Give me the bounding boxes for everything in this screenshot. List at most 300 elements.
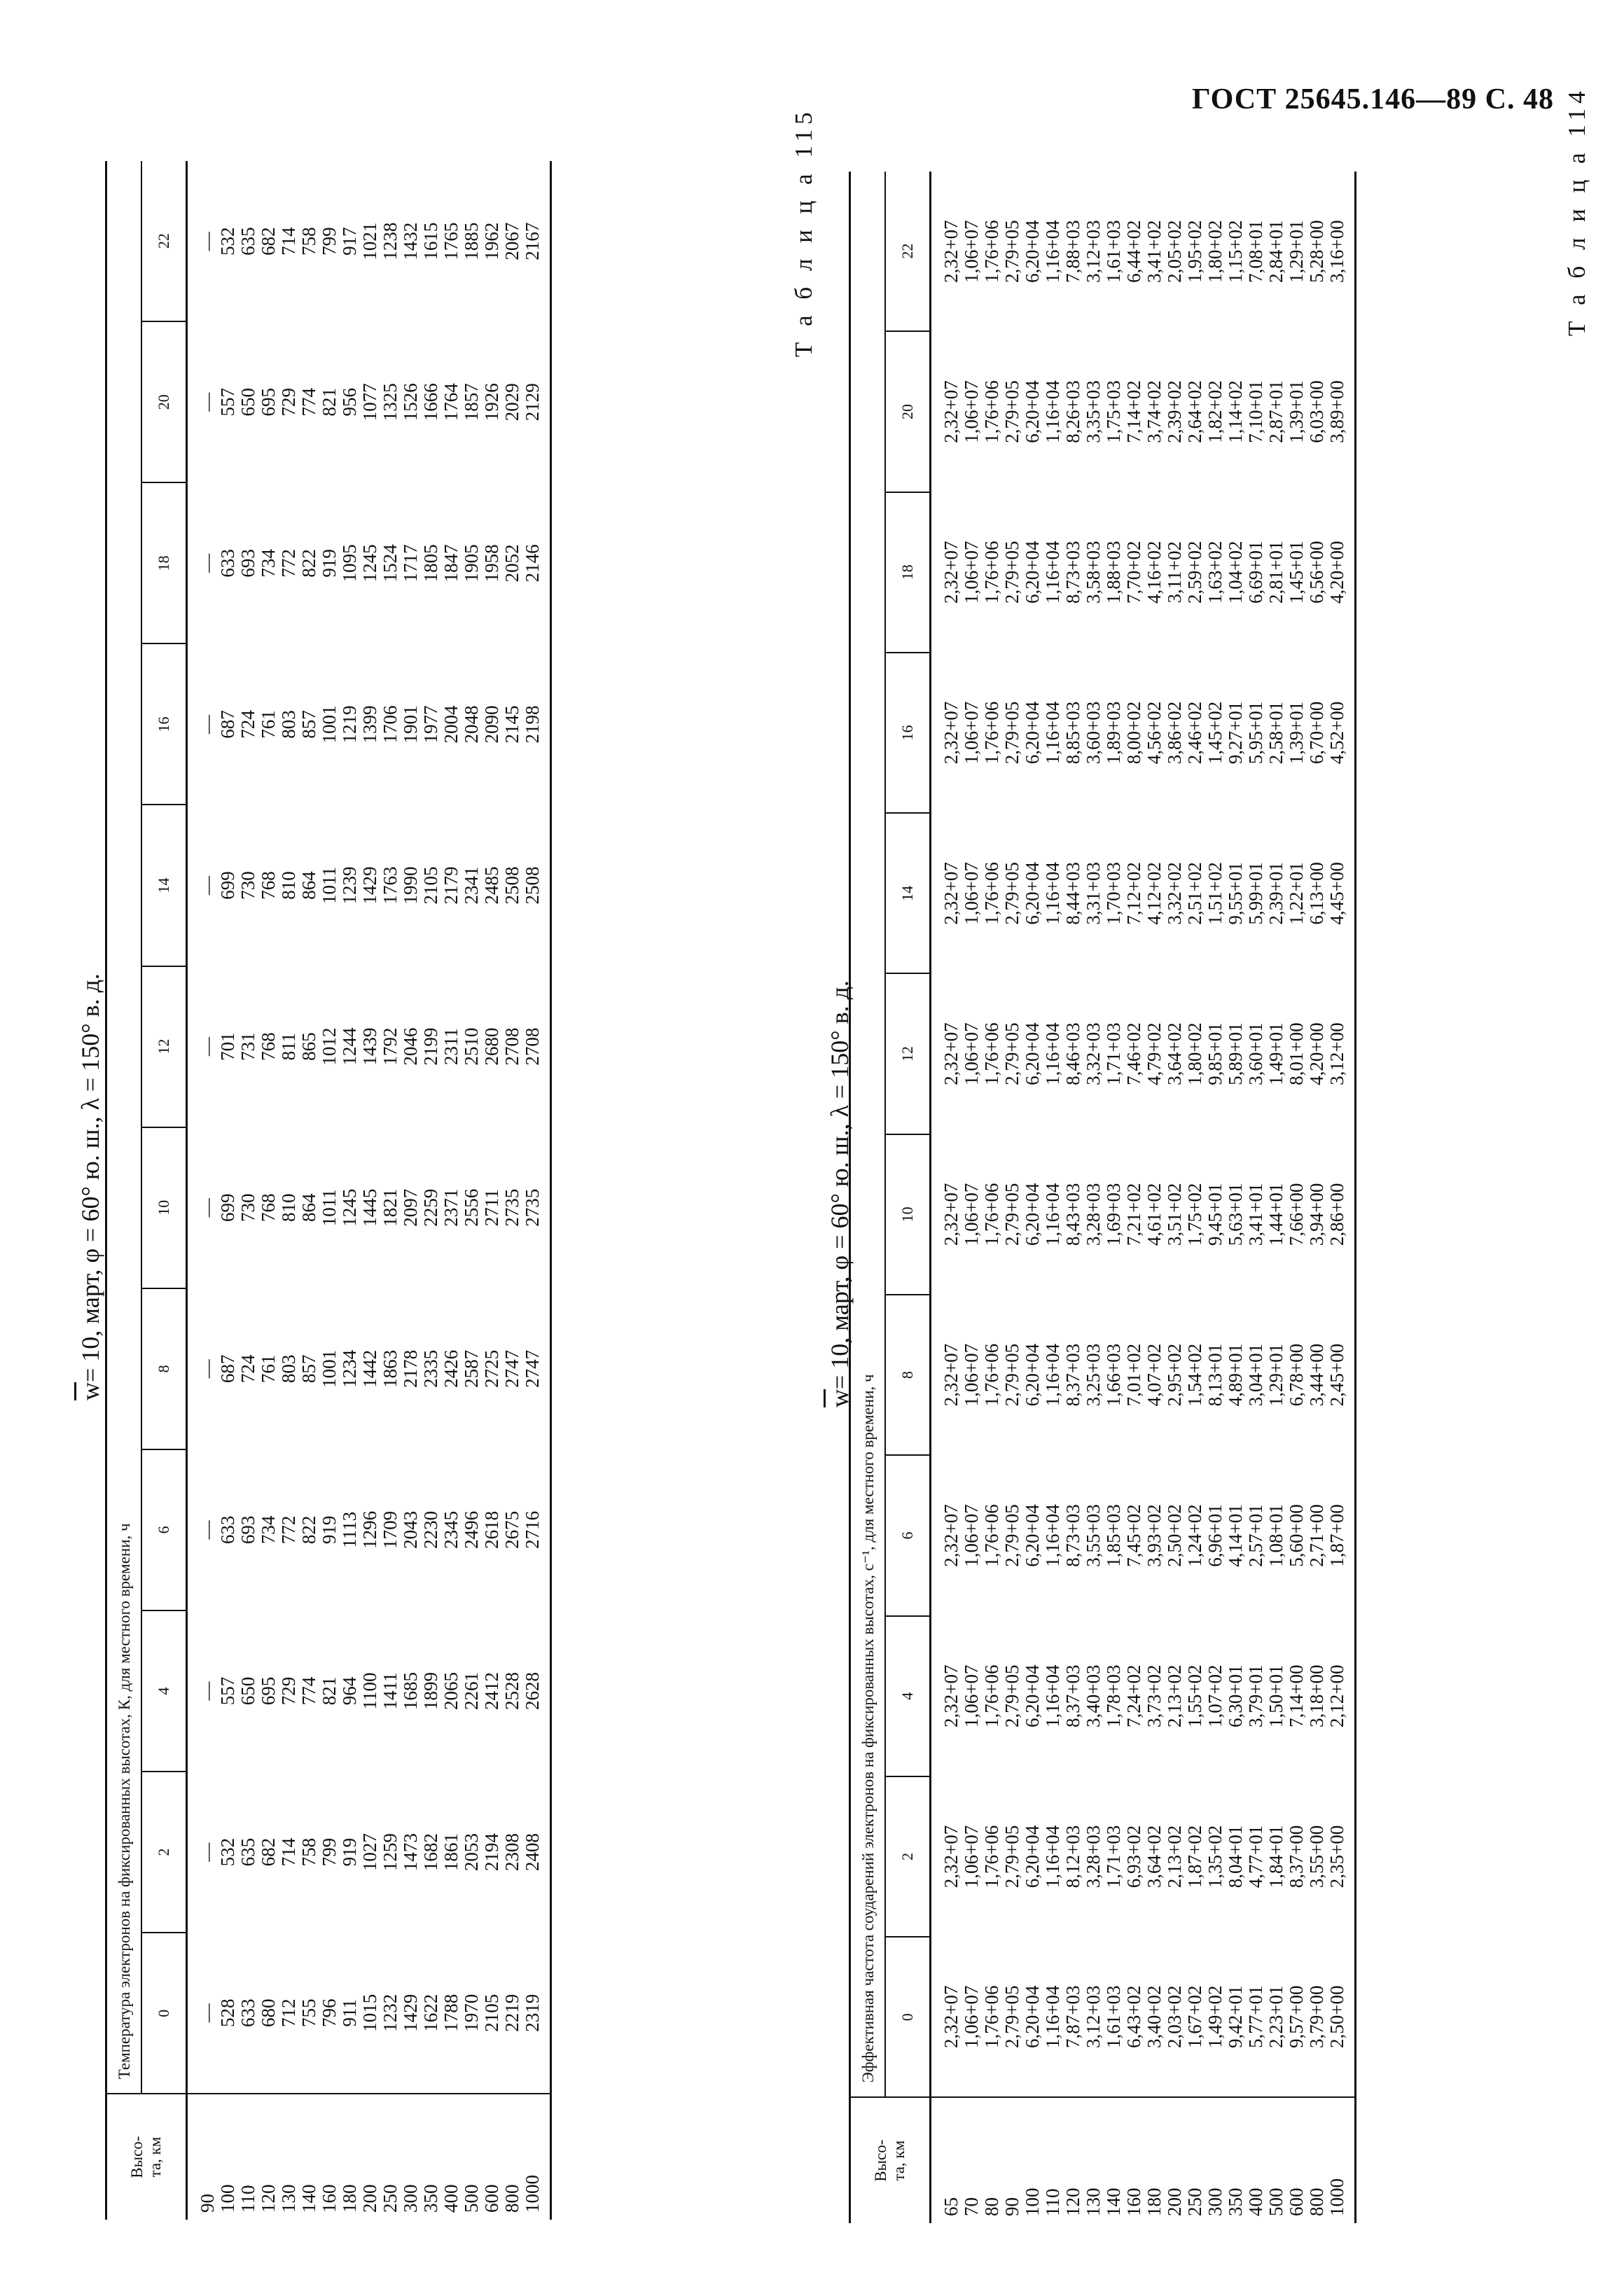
table-cell: 557 bbox=[217, 1676, 238, 1706]
table-cell: — bbox=[197, 714, 218, 734]
table-cell: 2618 bbox=[481, 1510, 502, 1549]
table-cell: 1970 bbox=[461, 1994, 482, 2032]
table-cell: 5,99+01 bbox=[1245, 862, 1266, 925]
table-cell: 2199 bbox=[420, 1027, 441, 1066]
table-cell: 557 bbox=[217, 388, 238, 417]
table-cell: 8,73+03 bbox=[1062, 1504, 1083, 1567]
table-cell: 1709 bbox=[380, 1510, 401, 1549]
table-cell: 2412 bbox=[481, 1672, 502, 1710]
table-cell: 919 bbox=[339, 1837, 360, 1867]
table-cell: 2,50+02 bbox=[1164, 1504, 1185, 1567]
table-cell: 3,89+00 bbox=[1326, 380, 1347, 443]
table-cell: 1,06+07 bbox=[961, 1183, 982, 1246]
altitude-value: 500 bbox=[1265, 2187, 1286, 2216]
table-cell: 6,20+04 bbox=[1022, 1343, 1043, 1407]
table-cell: 2198 bbox=[522, 705, 543, 744]
table-cell: 2319 bbox=[522, 1994, 543, 2032]
table-cell: 1473 bbox=[400, 1833, 421, 1872]
table-cell: 2,59+02 bbox=[1184, 541, 1205, 604]
table-cell: 1,75+03 bbox=[1103, 380, 1124, 443]
table-cell: 1,14+02 bbox=[1225, 380, 1246, 443]
table-cell: 865 bbox=[298, 1032, 319, 1061]
altitude-value: 110 bbox=[1042, 2188, 1063, 2216]
table-cell: 1682 bbox=[420, 1833, 441, 1872]
table-cell: 1706 bbox=[380, 705, 401, 744]
table-cell: 2,35+00 bbox=[1326, 1825, 1347, 1888]
table-cell: 2,87+01 bbox=[1265, 380, 1286, 443]
altitude-value: 1000 bbox=[1326, 2178, 1347, 2216]
table-cell: 4,56+02 bbox=[1144, 701, 1165, 765]
table-cell: — bbox=[197, 1359, 218, 1379]
table-cell: 1245 bbox=[339, 1188, 360, 1227]
table-cell: 4,20+00 bbox=[1306, 1022, 1327, 1085]
table-cell: 1232 bbox=[380, 1994, 401, 2032]
altitude-value: 350 bbox=[1225, 2187, 1246, 2216]
table-cell: 1015 bbox=[359, 1994, 380, 2032]
hour-header: 16 bbox=[141, 643, 187, 805]
altitude-value: 500 bbox=[461, 2184, 482, 2213]
table-cell: 5,89+01 bbox=[1225, 1022, 1246, 1085]
table-cell: 6,44+02 bbox=[1123, 220, 1144, 283]
table-cell: 3,60+03 bbox=[1083, 701, 1104, 765]
table115-grid bbox=[849, 172, 1356, 2223]
table-cell: 730 bbox=[237, 1193, 258, 1222]
table-cell: 682 bbox=[258, 227, 279, 256]
table-cell: 1095 bbox=[339, 544, 360, 583]
table-cell: 2048 bbox=[461, 705, 482, 744]
hour-header: 0 bbox=[885, 1937, 931, 2097]
altitude-column bbox=[931, 2097, 1356, 2223]
altitude-value: 800 bbox=[1306, 2187, 1327, 2216]
table-cell: 633 bbox=[217, 549, 238, 578]
table-cell: 2,32+07 bbox=[941, 1343, 962, 1407]
value-column bbox=[187, 966, 551, 1127]
table-cell: 2129 bbox=[522, 383, 543, 422]
table-cell: 768 bbox=[258, 871, 279, 900]
table-cell: 2,58+01 bbox=[1265, 701, 1286, 765]
table-cell: 864 bbox=[298, 1193, 319, 1222]
table-cell: 1905 bbox=[461, 544, 482, 583]
table-cell: 768 bbox=[258, 1032, 279, 1061]
altitude-value: 1000 bbox=[522, 2175, 543, 2213]
table-cell: 4,16+02 bbox=[1144, 541, 1165, 604]
value-column bbox=[931, 331, 1356, 492]
table-cell: 3,28+03 bbox=[1083, 1825, 1104, 1888]
table-cell: 7,87+03 bbox=[1062, 1985, 1083, 2049]
table-cell: 2167 bbox=[522, 222, 543, 260]
value-column bbox=[187, 1127, 551, 1288]
table-cell: 1,76+06 bbox=[981, 1504, 1002, 1567]
value-column bbox=[187, 1610, 551, 1772]
table-cell: 758 bbox=[298, 1837, 319, 1867]
table-cell: 1,45+01 bbox=[1286, 541, 1307, 604]
table-cell: 1861 bbox=[440, 1833, 461, 1872]
table-cell: 1,06+07 bbox=[961, 1504, 982, 1567]
table-cell: 8,04+01 bbox=[1225, 1825, 1246, 1888]
altitude-value: 160 bbox=[319, 2184, 340, 2213]
table-cell: 4,45+00 bbox=[1326, 862, 1347, 925]
table-cell: 2,57+01 bbox=[1245, 1504, 1266, 1567]
table-cell: 729 bbox=[278, 1676, 299, 1706]
table-cell: 1717 bbox=[400, 544, 421, 583]
table-cell: 1,16+04 bbox=[1042, 701, 1063, 765]
altitude-value: 65 bbox=[941, 2197, 962, 2216]
table-cell: 1259 bbox=[380, 1833, 401, 1872]
table-cell: — bbox=[197, 232, 218, 251]
table-cell: 6,43+02 bbox=[1123, 1985, 1144, 2049]
table-cell: 3,60+01 bbox=[1245, 1022, 1266, 1085]
table-cell: 2,64+02 bbox=[1184, 380, 1205, 443]
altitude-value: 100 bbox=[1022, 2187, 1043, 2216]
table-cell: — bbox=[197, 876, 218, 896]
table-cell: 3,40+03 bbox=[1083, 1664, 1104, 1727]
table-cell: 768 bbox=[258, 1193, 279, 1222]
table-cell: 1,88+03 bbox=[1103, 541, 1124, 604]
table-cell: 2,79+05 bbox=[1001, 862, 1022, 925]
table-cell: 2308 bbox=[501, 1833, 522, 1872]
altitude-value: 300 bbox=[1205, 2187, 1226, 2216]
table-cell: 2259 bbox=[420, 1188, 441, 1227]
altitude-value: 200 bbox=[1164, 2187, 1185, 2216]
hour-header: 10 bbox=[141, 1127, 187, 1288]
table-cell: 1,76+06 bbox=[981, 701, 1002, 765]
altitude-value: 400 bbox=[1245, 2187, 1266, 2216]
table-cell: 911 bbox=[339, 1998, 360, 2027]
table-cell: 2,79+05 bbox=[1001, 1985, 1022, 2049]
table-cell: 2735 bbox=[522, 1188, 543, 1227]
table-cell: 799 bbox=[319, 227, 340, 256]
table-cell: 1,49+02 bbox=[1205, 1985, 1226, 2049]
table-cell: 857 bbox=[298, 1354, 319, 1384]
table-cell: 6,20+04 bbox=[1022, 1985, 1043, 2049]
table-cell: 917 bbox=[339, 227, 360, 256]
value-column bbox=[187, 161, 551, 321]
table-cell: 1,50+01 bbox=[1265, 1664, 1286, 1727]
table-cell: 2,79+05 bbox=[1001, 220, 1022, 283]
hour-header: 18 bbox=[141, 482, 187, 643]
table-cell: 693 bbox=[237, 549, 258, 578]
table-cell: 7,66+00 bbox=[1286, 1183, 1307, 1246]
table-cell: 1,87+00 bbox=[1326, 1504, 1347, 1567]
table-cell: 1296 bbox=[359, 1510, 380, 1549]
table-cell: 6,93+02 bbox=[1123, 1825, 1144, 1888]
table-cell: 1234 bbox=[339, 1349, 360, 1388]
value-column bbox=[187, 321, 551, 482]
hour-header: 4 bbox=[885, 1616, 931, 1776]
altitude-header: Высо- та, км bbox=[871, 2139, 908, 2182]
table-cell: 1,16+04 bbox=[1042, 380, 1063, 443]
table-cell: 2508 bbox=[501, 866, 522, 905]
value-column bbox=[931, 1134, 1356, 1295]
table-cell: 799 bbox=[319, 1837, 340, 1867]
table-cell: 734 bbox=[258, 549, 279, 578]
hour-header: 10 bbox=[885, 1134, 931, 1295]
table-cell: 964 bbox=[339, 1676, 360, 1706]
table-cell: 8,13+01 bbox=[1205, 1343, 1226, 1407]
table-cell: 772 bbox=[278, 1515, 299, 1545]
table-cell: 9,85+01 bbox=[1205, 1022, 1226, 1085]
table-cell: 528 bbox=[217, 1998, 238, 2027]
hour-header: 22 bbox=[141, 161, 187, 321]
table-cell: 1,76+06 bbox=[981, 1022, 1002, 1085]
table-cell: 1901 bbox=[400, 705, 421, 744]
table-cell: 8,37+03 bbox=[1062, 1664, 1083, 1727]
table-cell: 2,32+07 bbox=[941, 541, 962, 604]
table-cell: 1,16+04 bbox=[1042, 1183, 1063, 1246]
table-cell: 1685 bbox=[400, 1672, 421, 1710]
table-cell: 1,76+06 bbox=[981, 1985, 1002, 2049]
hour-header: 6 bbox=[885, 1455, 931, 1615]
table-cell: 734 bbox=[258, 1515, 279, 1545]
table-cell: 7,46+02 bbox=[1123, 1022, 1144, 1085]
table-cell: 1666 bbox=[420, 383, 441, 422]
table-cell: 5,77+01 bbox=[1245, 1985, 1266, 2049]
table-cell: 1,16+04 bbox=[1042, 1825, 1063, 1888]
table-cell: 1,61+03 bbox=[1103, 1985, 1124, 2049]
table-cell: 7,10+01 bbox=[1245, 380, 1266, 443]
value-column bbox=[931, 1455, 1356, 1615]
table-cell: 1245 bbox=[359, 544, 380, 583]
hour-header: 18 bbox=[885, 492, 931, 653]
altitude-value: 200 bbox=[359, 2184, 380, 2213]
table-cell: 1,22+01 bbox=[1286, 862, 1307, 925]
table-cell: 1,16+04 bbox=[1042, 1504, 1063, 1567]
table-cell: 1001 bbox=[319, 705, 340, 744]
table-cell: 3,32+03 bbox=[1083, 1022, 1104, 1085]
table-cell: 1219 bbox=[339, 705, 360, 744]
table-cell: 1,66+03 bbox=[1103, 1343, 1124, 1407]
table-cell: 3,64+02 bbox=[1164, 1022, 1185, 1085]
table-cell: 1429 bbox=[359, 866, 380, 905]
altitude-value: 130 bbox=[278, 2184, 299, 2213]
table-cell: 3,16+00 bbox=[1326, 220, 1347, 283]
table-cell: 1,78+03 bbox=[1103, 1664, 1124, 1727]
table-cell: 1,76+06 bbox=[981, 220, 1002, 283]
table-cell: 2680 bbox=[481, 1027, 502, 1066]
table-cell: 1,76+06 bbox=[981, 1343, 1002, 1407]
table-cell: 2146 bbox=[522, 544, 543, 583]
table-cell: 3,44+00 bbox=[1306, 1343, 1327, 1407]
table-cell: 3,94+00 bbox=[1306, 1183, 1327, 1246]
altitude-value: 120 bbox=[1062, 2187, 1083, 2216]
table-cell: 5,60+00 bbox=[1286, 1504, 1307, 1567]
table-cell: 1325 bbox=[380, 383, 401, 422]
table-cell: 9,27+01 bbox=[1225, 701, 1246, 765]
table-cell: 3,55+03 bbox=[1083, 1504, 1104, 1567]
table-cell: 3,73+02 bbox=[1144, 1664, 1165, 1727]
table-cell: 8,85+03 bbox=[1062, 701, 1083, 765]
table-cell: 2,12+00 bbox=[1326, 1664, 1347, 1727]
value-column bbox=[931, 813, 1356, 973]
table-cell: 8,12+03 bbox=[1062, 1825, 1083, 1888]
table-cell: 2,05+02 bbox=[1164, 220, 1185, 283]
hour-header: 20 bbox=[885, 331, 931, 492]
table-cell: 821 bbox=[319, 1676, 340, 1706]
value-column bbox=[187, 805, 551, 966]
table-cell: 1,85+03 bbox=[1103, 1504, 1124, 1567]
table-cell: 774 bbox=[298, 388, 319, 417]
table-cell: 2,13+02 bbox=[1164, 1664, 1185, 1727]
table-cell: 2105 bbox=[420, 866, 441, 905]
table-cell: 1011 bbox=[319, 867, 340, 905]
table-cell: 2,39+02 bbox=[1164, 380, 1185, 443]
table-cell: 731 bbox=[237, 1032, 258, 1061]
table115 bbox=[849, 172, 1356, 2223]
table-cell: 7,70+02 bbox=[1123, 541, 1144, 604]
table-cell: 1,06+07 bbox=[961, 380, 982, 443]
altitude-value: 350 bbox=[420, 2184, 441, 2213]
table-cell: 2371 bbox=[440, 1188, 461, 1227]
table-cell: 7,24+02 bbox=[1123, 1664, 1144, 1727]
group-header: Эффективная частота соударений электронов на фиксированных высотах, с⁻¹, для местного времени, ч bbox=[850, 172, 886, 2097]
table114-title bbox=[76, 973, 105, 1400]
table-cell: 1,55+02 bbox=[1184, 1664, 1205, 1727]
table-cell: 1399 bbox=[359, 705, 380, 744]
table-cell: 772 bbox=[278, 549, 299, 578]
table-cell: 8,01+00 bbox=[1286, 1022, 1307, 1085]
table-cell: 796 bbox=[319, 1998, 340, 2027]
value-column bbox=[931, 973, 1356, 1134]
table-cell: 1,61+03 bbox=[1103, 220, 1124, 283]
hour-header: 20 bbox=[141, 321, 187, 482]
table-cell: 724 bbox=[237, 1354, 258, 1384]
table-cell: 6,78+00 bbox=[1286, 1343, 1307, 1407]
table-cell: 2261 bbox=[461, 1672, 482, 1710]
altitude-value: 800 bbox=[501, 2184, 522, 2213]
table-cell: 1442 bbox=[359, 1349, 380, 1388]
table-cell: 1244 bbox=[339, 1027, 360, 1066]
table-cell: 680 bbox=[258, 1998, 279, 2027]
table-cell: 2,79+05 bbox=[1001, 1343, 1022, 1407]
table-cell: 6,69+01 bbox=[1245, 541, 1266, 604]
table-cell: 3,41+01 bbox=[1245, 1183, 1266, 1246]
table-cell: 6,20+04 bbox=[1022, 380, 1043, 443]
table-cell: 4,77+01 bbox=[1245, 1825, 1266, 1888]
table-cell: 1,06+07 bbox=[961, 1022, 982, 1085]
table-cell: 6,70+00 bbox=[1306, 701, 1327, 765]
table115-title-rest: = 10, март, φ = 60° ю. ш., λ = 150° в. д. bbox=[826, 980, 854, 1389]
table-cell: 5,28+00 bbox=[1306, 220, 1327, 283]
table-cell: 2,32+07 bbox=[941, 380, 962, 443]
table-cell: 6,96+01 bbox=[1205, 1504, 1226, 1567]
table-cell: 1,29+01 bbox=[1265, 1343, 1286, 1407]
table-cell: 1411 bbox=[380, 1672, 401, 1710]
table-cell: 1,07+02 bbox=[1205, 1664, 1226, 1727]
table-cell: 532 bbox=[217, 227, 238, 256]
table-cell: 2747 bbox=[501, 1349, 522, 1388]
table-cell: 1,06+07 bbox=[961, 220, 982, 283]
altitude-value: 120 bbox=[258, 2184, 279, 2213]
table-cell: 8,44+03 bbox=[1062, 862, 1083, 925]
table-cell: — bbox=[197, 553, 218, 573]
table-cell: 3,11+02 bbox=[1164, 541, 1185, 604]
table-cell: 635 bbox=[237, 227, 258, 256]
table-cell: 919 bbox=[319, 549, 340, 578]
table-cell: 810 bbox=[278, 1193, 299, 1222]
table-cell: 2485 bbox=[481, 866, 502, 905]
table-cell: 2046 bbox=[400, 1027, 421, 1066]
table-cell: 2725 bbox=[481, 1349, 502, 1388]
altitude-value: 100 bbox=[217, 2184, 238, 2213]
table114-grid bbox=[105, 161, 552, 2220]
table-cell: 822 bbox=[298, 1515, 319, 1545]
table-cell: 7,14+00 bbox=[1286, 1664, 1307, 1727]
table-cell: 2,32+07 bbox=[941, 1504, 962, 1567]
altitude-value: 140 bbox=[298, 2184, 319, 2213]
table-cell: 1012 bbox=[319, 1027, 340, 1066]
table-cell: 1,29+01 bbox=[1286, 220, 1307, 283]
table-cell: 3,32+02 bbox=[1164, 862, 1185, 925]
table-cell: 1,76+06 bbox=[981, 1825, 1002, 1888]
table-cell: 1,75+02 bbox=[1184, 1183, 1205, 1246]
table-cell: 3,55+00 bbox=[1306, 1825, 1327, 1888]
table114-title-rest: = 10, март, φ = 60° ю. ш., λ = 150° в. д. bbox=[76, 973, 104, 1382]
hour-header: 6 bbox=[141, 1449, 187, 1610]
table-cell: 2,32+07 bbox=[941, 1825, 962, 1888]
table-cell: 755 bbox=[298, 1998, 319, 2027]
table-cell: 6,20+04 bbox=[1022, 220, 1043, 283]
table-cell: 8,37+00 bbox=[1286, 1825, 1307, 1888]
table-cell: 1,71+03 bbox=[1103, 1825, 1124, 1888]
table-cell: 1,71+03 bbox=[1103, 1022, 1124, 1085]
table-cell: 714 bbox=[278, 1837, 299, 1867]
table-cell: 919 bbox=[319, 1515, 340, 1545]
table-cell: 1622 bbox=[420, 1994, 441, 2032]
table-cell: 1,06+07 bbox=[961, 1825, 982, 1888]
table-cell: 2,79+05 bbox=[1001, 701, 1022, 765]
table-cell: 4,12+02 bbox=[1144, 862, 1165, 925]
table-cell: 9,57+00 bbox=[1286, 1985, 1307, 2049]
table-cell: 2067 bbox=[501, 222, 522, 260]
table-cell: 2735 bbox=[501, 1188, 522, 1227]
table-cell: 3,12+03 bbox=[1083, 220, 1104, 283]
page-header: ГОСТ 25645.146—89 С. 48 bbox=[1191, 83, 1554, 116]
value-column bbox=[187, 1449, 551, 1610]
table-cell: 3,04+01 bbox=[1245, 1343, 1266, 1407]
table-cell: 2708 bbox=[522, 1027, 543, 1066]
table-cell: 2,32+07 bbox=[941, 1022, 962, 1085]
table-cell: 701 bbox=[217, 1032, 238, 1061]
table-cell: 2341 bbox=[461, 866, 482, 905]
table-cell: 1,67+02 bbox=[1184, 1985, 1205, 2049]
table-cell: 811 bbox=[278, 1032, 299, 1061]
table-cell: 1,08+01 bbox=[1265, 1504, 1286, 1567]
table-cell: 1,87+02 bbox=[1184, 1825, 1205, 1888]
table-cell: 822 bbox=[298, 549, 319, 578]
table-cell: 730 bbox=[237, 871, 258, 900]
table-cell: 1,16+04 bbox=[1042, 1343, 1063, 1407]
table-cell: 693 bbox=[237, 1515, 258, 1545]
table-cell: 857 bbox=[298, 710, 319, 739]
table-cell: 1,76+06 bbox=[981, 1664, 1002, 1727]
table-cell: 810 bbox=[278, 871, 299, 900]
table-cell: 1,45+02 bbox=[1205, 701, 1226, 765]
table-cell: 9,45+01 bbox=[1205, 1183, 1226, 1246]
table-cell: 3,28+03 bbox=[1083, 1183, 1104, 1246]
table-cell: 682 bbox=[258, 1837, 279, 1867]
table-cell: 1765 bbox=[440, 222, 461, 260]
table-cell: 3,51+02 bbox=[1164, 1183, 1185, 1246]
table114 bbox=[105, 161, 552, 2220]
table-cell: 1,16+04 bbox=[1042, 1022, 1063, 1085]
table-cell: 2029 bbox=[501, 383, 522, 422]
value-column bbox=[931, 492, 1356, 653]
table-cell: 699 bbox=[217, 871, 238, 900]
table-cell: 8,43+03 bbox=[1062, 1183, 1083, 1246]
table-cell: 2510 bbox=[461, 1027, 482, 1066]
value-column bbox=[931, 172, 1356, 331]
table-cell: 2508 bbox=[522, 866, 543, 905]
